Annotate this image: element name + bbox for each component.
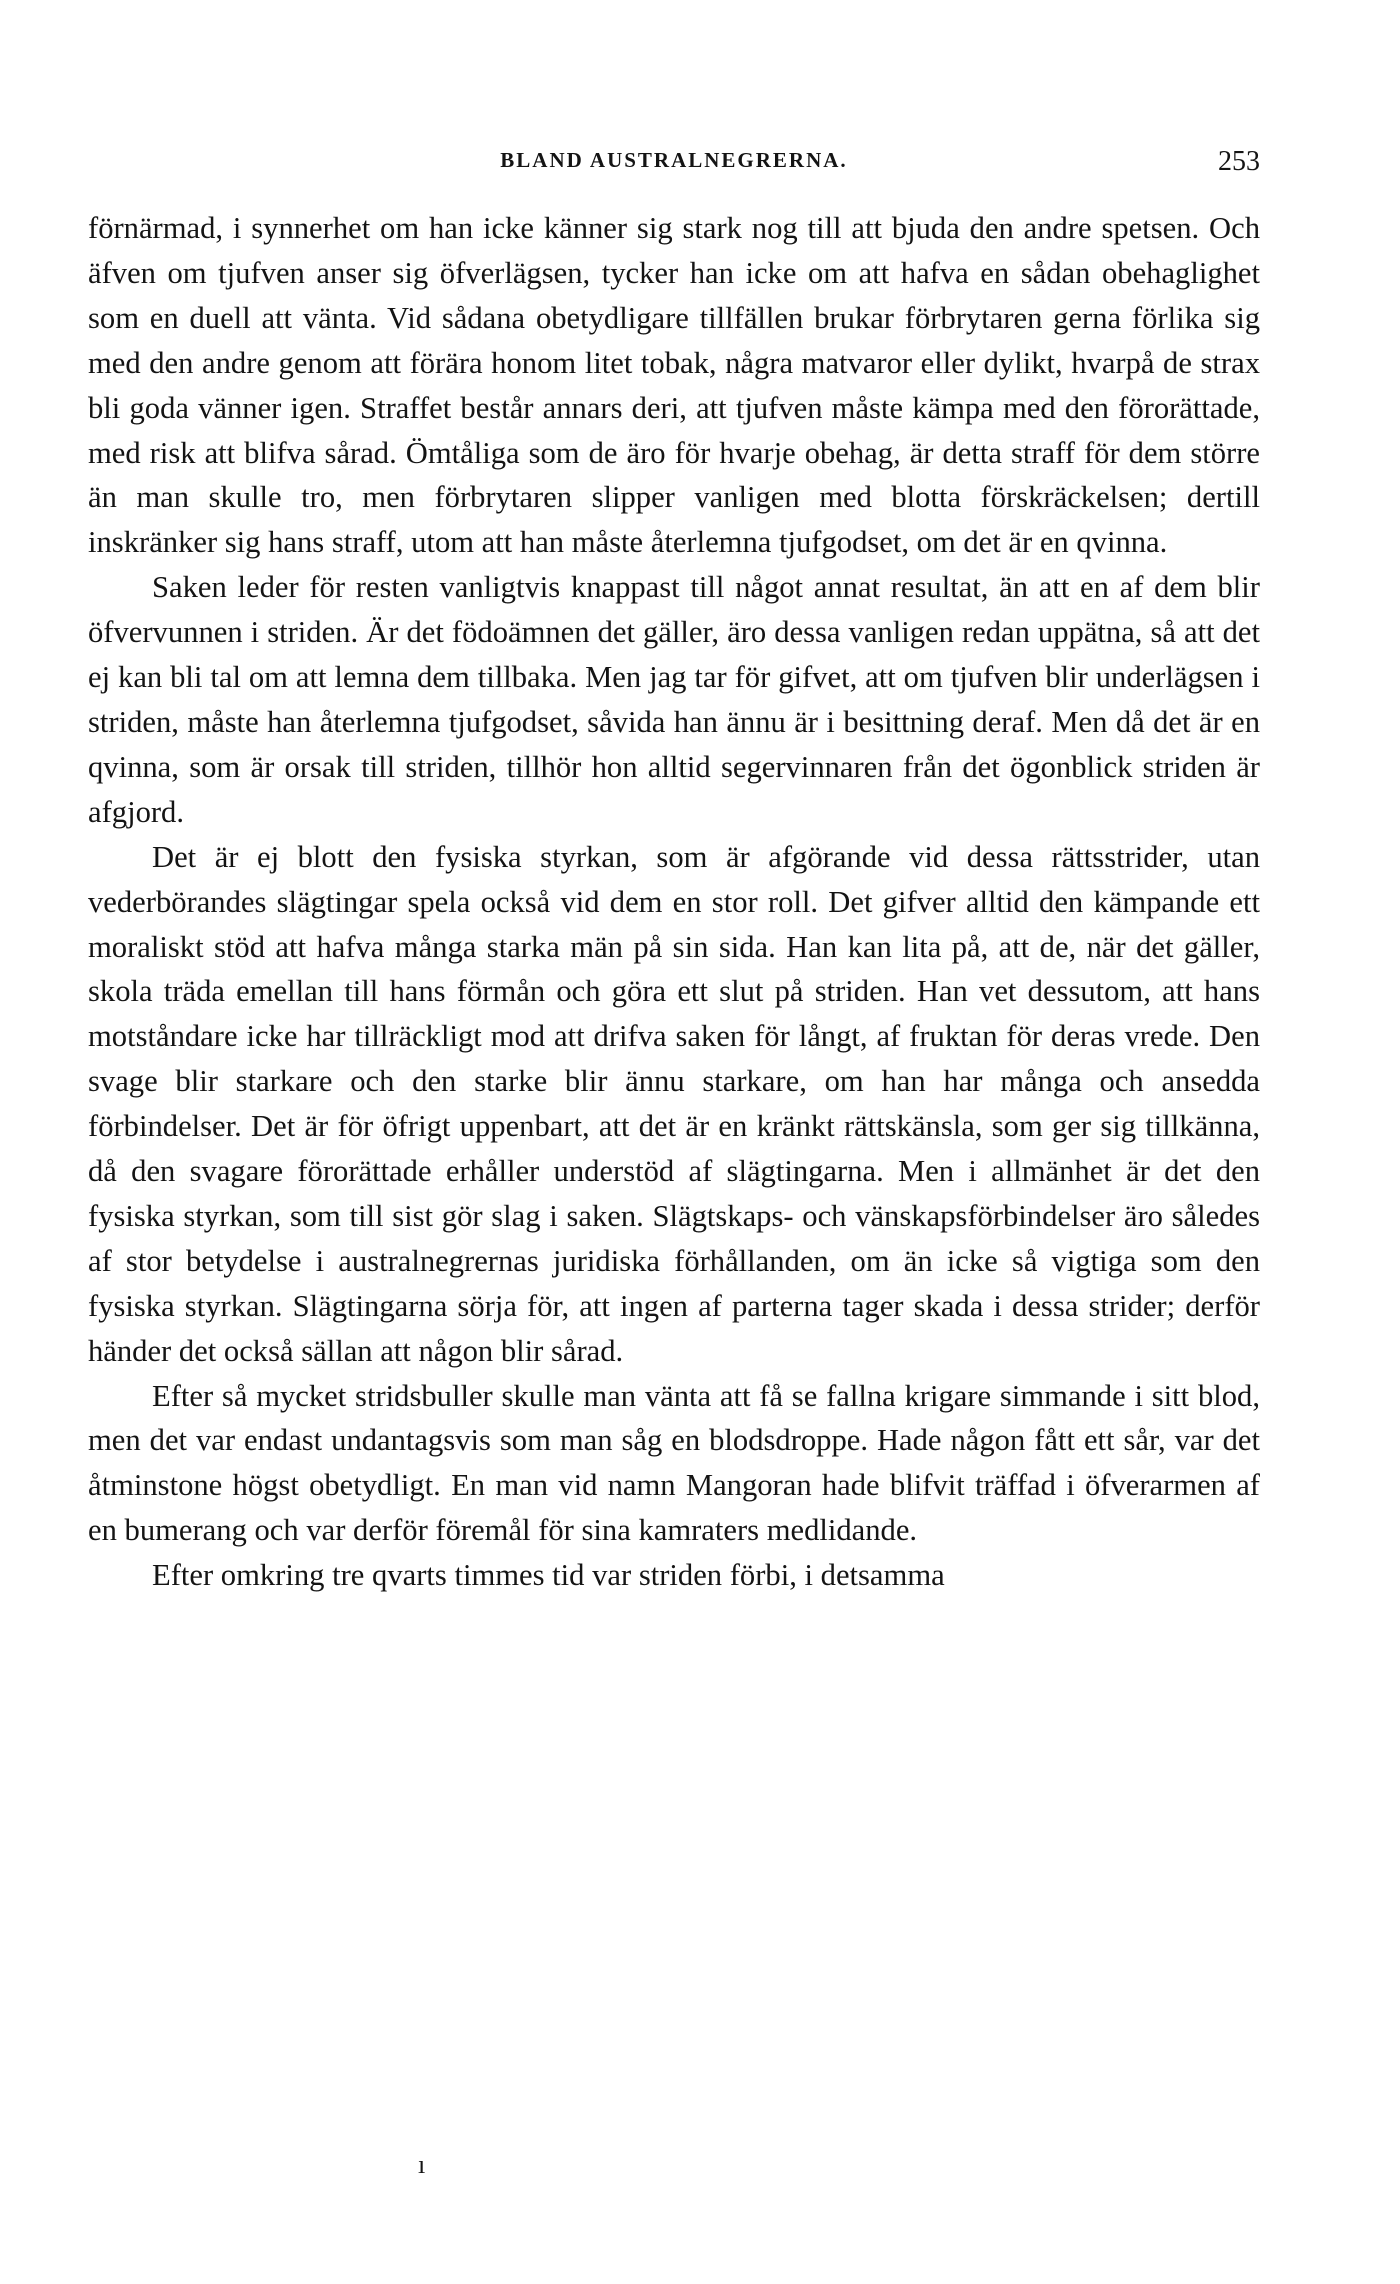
stray-ink-mark: ı [418, 2150, 426, 2179]
paragraph-3: Det är ej blott den fysiska styrkan, som är afgörande vid dessa rättsstrider, utan vederbörandes slägtingar spela också vid dem en stor roll. Det gifver alltid den kämpande ett moraliskt stöd att hafva många starka män på sin sida. Han kan lita på, att de, när det gäller, skola träda emellan till hans förmån och göra ett slut på striden. Han vet dessutom, att hans motståndare icke har tillräckligt mod att drifva saken för långt, af fruktan för deras vrede. Den svage blir starkare och den starke blir ännu starkare, om han har många och ansedda förbindelser. Det är för öfrigt uppenbart, att det är en kränkt rättskänsla, som ger sig tillkänna, då den svagare förorättade erhåller understöd af slägtingarna. Men i allmänhet är det den fysiska styrkan, som till sist gör slag i saken. Slägtskaps- och vänskapsförbindelser äro således af stor betydelse i australnegrernas juridiska förhållanden, om än icke så vigtiga som den fysiska styrkan. Slägtingarna sörja för, att ingen af parterna tager skada i dessa strider; derför händer det också sällan att någon blir sårad. [88, 839, 1260, 1368]
paragraph-1: förnärmad, i synnerhet om han icke känner sig stark nog till att bjuda den andre spetsen. Och äfven om tjufven anser sig öfverlägsen, tycker han icke om att hafva en sådan obehaglighet som en duell att vänta. Vid sådana obetydligare tillfällen brukar förbrytaren gerna förlika sig med den andre genom att förära honom litet tobak, några matvaror eller dylikt, hvarpå de strax bli goda vänner igen. Straffet består annars deri, att tjufven måste kämpa med den förorättade, med risk att blifva sårad. Ömtåliga som de äro för hvarje obehag, är detta straff för dem större än man skulle tro, men förbrytaren slipper vanligen med blotta förskräckelsen; dertill inskränker sig hans straff, utom att han måste återlemna tjufgodset, om det är en qvinna. [88, 211, 1260, 560]
paragraph-4: Efter så mycket stridsbuller skulle man vänta att få se fallna krigare simmande i sitt blod, men det var endast undantagsvis som man såg en blodsdroppe. Hade någon fått ett sår, var det åtminstone högst obetydligt. En man vid namn Mangoran hade blifvit träffad i öfverarmen af en bumerang och var derför föremål för sina kamraters medlidande. [88, 1378, 1260, 1548]
paragraph-5: Efter omkring tre qvarts timmes tid var striden förbi, i detsamma [152, 1558, 945, 1593]
page-number: 253 [1218, 146, 1260, 177]
running-title: BLAND AUSTRALNEGRERNA. [500, 148, 848, 172]
running-head [88, 148, 1260, 188]
paragraph-2: Saken leder för resten vanligtvis knappast till något annat resultat, än att en af dem blir öfvervunnen i striden. Är det födoämnen det gäller, äro dessa vanligen redan uppätna, så att det ej kan bli tal om att lemna dem tillbaka. Men jag tar för gifvet, att om tjufven blir underlägsen i striden, måste han återlemna tjufgodset, såvida han ännu är i besittning deraf. Men då det är en qvinna, som är orsak till striden, tillhör hon alltid segervinnaren från det ögonblick striden är afgjord. [88, 570, 1260, 829]
body-text [88, 206, 1260, 1598]
